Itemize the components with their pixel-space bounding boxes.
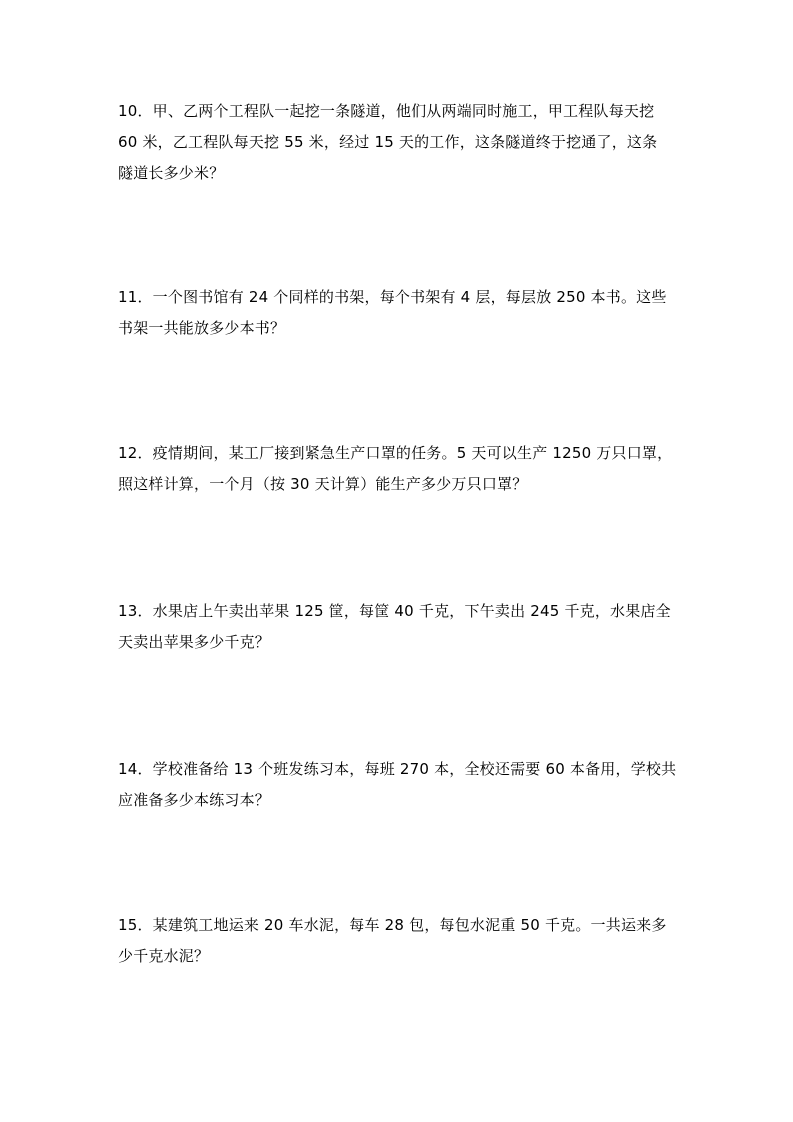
question-line: 10．甲、乙两个工程队一起挖一条隧道，他们从两端同时施工，甲工程队每天挖 xyxy=(118,102,655,120)
question-line: 13．水果店上午卖出苹果 125 筐，每筐 40 千克，下午卖出 245 千克，水果店全 xyxy=(118,602,671,620)
question-line: 11．一个图书馆有 24 个同样的书架，每个书架有 4 层，每层放 250 本书。这些 xyxy=(118,288,667,306)
question-14 xyxy=(118,754,680,816)
question-line: 12．疫情期间，某工厂接到紧急生产口罩的任务。5 天可以生产 1250 万只口罩， xyxy=(118,444,673,462)
question-line: 书架一共能放多少本书？ xyxy=(118,319,286,337)
question-13 xyxy=(118,596,680,658)
question-line: 隧道长多少米？ xyxy=(118,164,225,182)
question-line: 应准备多少本练习本？ xyxy=(118,791,271,809)
question-line: 15．某建筑工地运来 20 车水泥，每车 28 包，每包水泥重 50 千克。一共运来多 xyxy=(118,916,667,934)
question-line: 14．学校准备给 13 个班发练习本，每班 270 本，全校还需要 60 本备用，学校共 xyxy=(118,760,677,778)
question-12 xyxy=(118,438,680,500)
question-15 xyxy=(118,910,680,972)
question-10 xyxy=(118,96,680,189)
question-line: 照这样计算，一个月（按 30 天计算）能生产多少万只口罩？ xyxy=(118,475,528,493)
question-line: 天卖出苹果多少千克？ xyxy=(118,633,271,651)
question-11 xyxy=(118,282,680,344)
question-line: 少千克水泥？ xyxy=(118,947,210,965)
question-line: 60 米，乙工程队每天挖 55 米，经过 15 天的工作，这条隧道终于挖通了，这条 xyxy=(118,133,658,151)
